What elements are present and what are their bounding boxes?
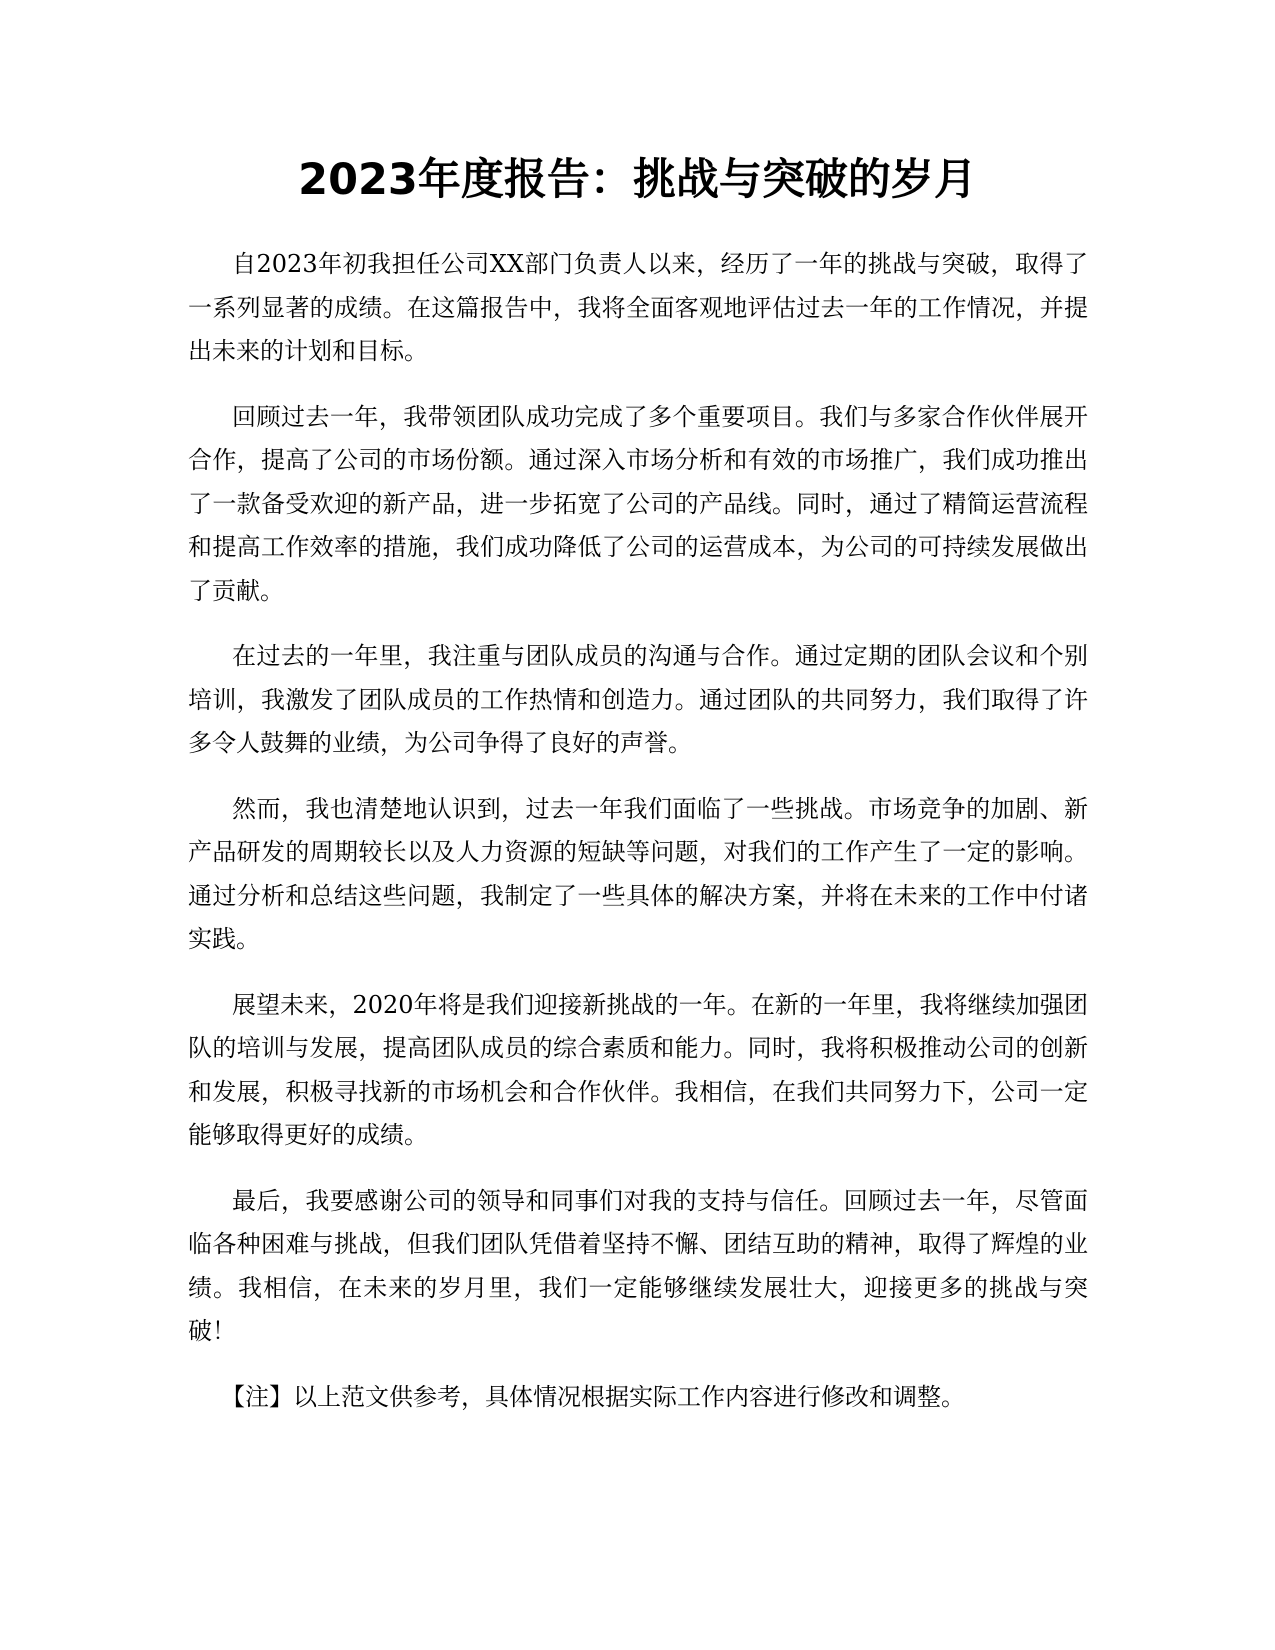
paragraph-intro: 自2023年初我担任公司XX部门负责人以来，经历了一年的挑战与突破，取得了一系列显著的成绩。在这篇报告中，我将全面客观地评估过去一年的工作情况，并提出未来的计划和目标。 bbox=[188, 250, 1088, 365]
paragraph-achievements: 回顾过去一年，我带领团队成功完成了多个重要项目。我们与多家合作伙伴展开合作，提高了公司的市场份额。通过深入市场分析和有效的市场推广，我们成功推出了一款备受欢迎的新产品，进一步拓宽了公司的产品线。同时，通过了精简运营流程和提高工作效率的措施，我们成功降低了公司的运营成本，为公司的可持续发展做出了贡献。 bbox=[188, 402, 1088, 605]
document-body bbox=[188, 243, 1088, 1441]
paragraph-outlook: 展望未来，2020年将是我们迎接新挑战的一年。在新的一年里，我将继续加强团队的培训与发展，提高团队成员的综合素质和能力。同时，我将积极推动公司的创新和发展，积极寻找新的市场机会和合作伙伴。我相信，在我们共同努力下，公司一定能够取得更好的成绩。 bbox=[188, 990, 1088, 1149]
note-paragraph: 【注】以上范文供参考，具体情况根据实际工作内容进行修改和调整。 bbox=[221, 1382, 965, 1411]
paragraph-thanks: 最后，我要感谢公司的领导和同事们对我的支持与信任。回顾过去一年，尽管面临各种困难与挑战，但我们团队凭借着坚持不懈、团结互助的精神，取得了辉煌的业绩。我相信，在未来的岁月里，我们一定能够继续发展壮大，迎接更多的挑战与突破！ bbox=[188, 1186, 1088, 1345]
paragraph-teamwork: 在过去的一年里，我注重与团队成员的沟通与合作。通过定期的团队会议和个别培训，我激发了团队成员的工作热情和创造力。通过团队的共同努力，我们取得了许多令人鼓舞的业绩，为公司争得了良好的声誉。 bbox=[188, 642, 1088, 757]
document-title: 2023年度报告：挑战与突破的岁月 bbox=[298, 155, 977, 205]
paragraph-challenges: 然而，我也清楚地认识到，过去一年我们面临了一些挑战。市场竞争的加剧、新产品研发的周期较长以及人力资源的短缺等问题，对我们的工作产生了一定的影响。通过分析和总结这些问题，我制定了一些具体的解决方案，并将在未来的工作中付诸实践。 bbox=[188, 794, 1088, 953]
